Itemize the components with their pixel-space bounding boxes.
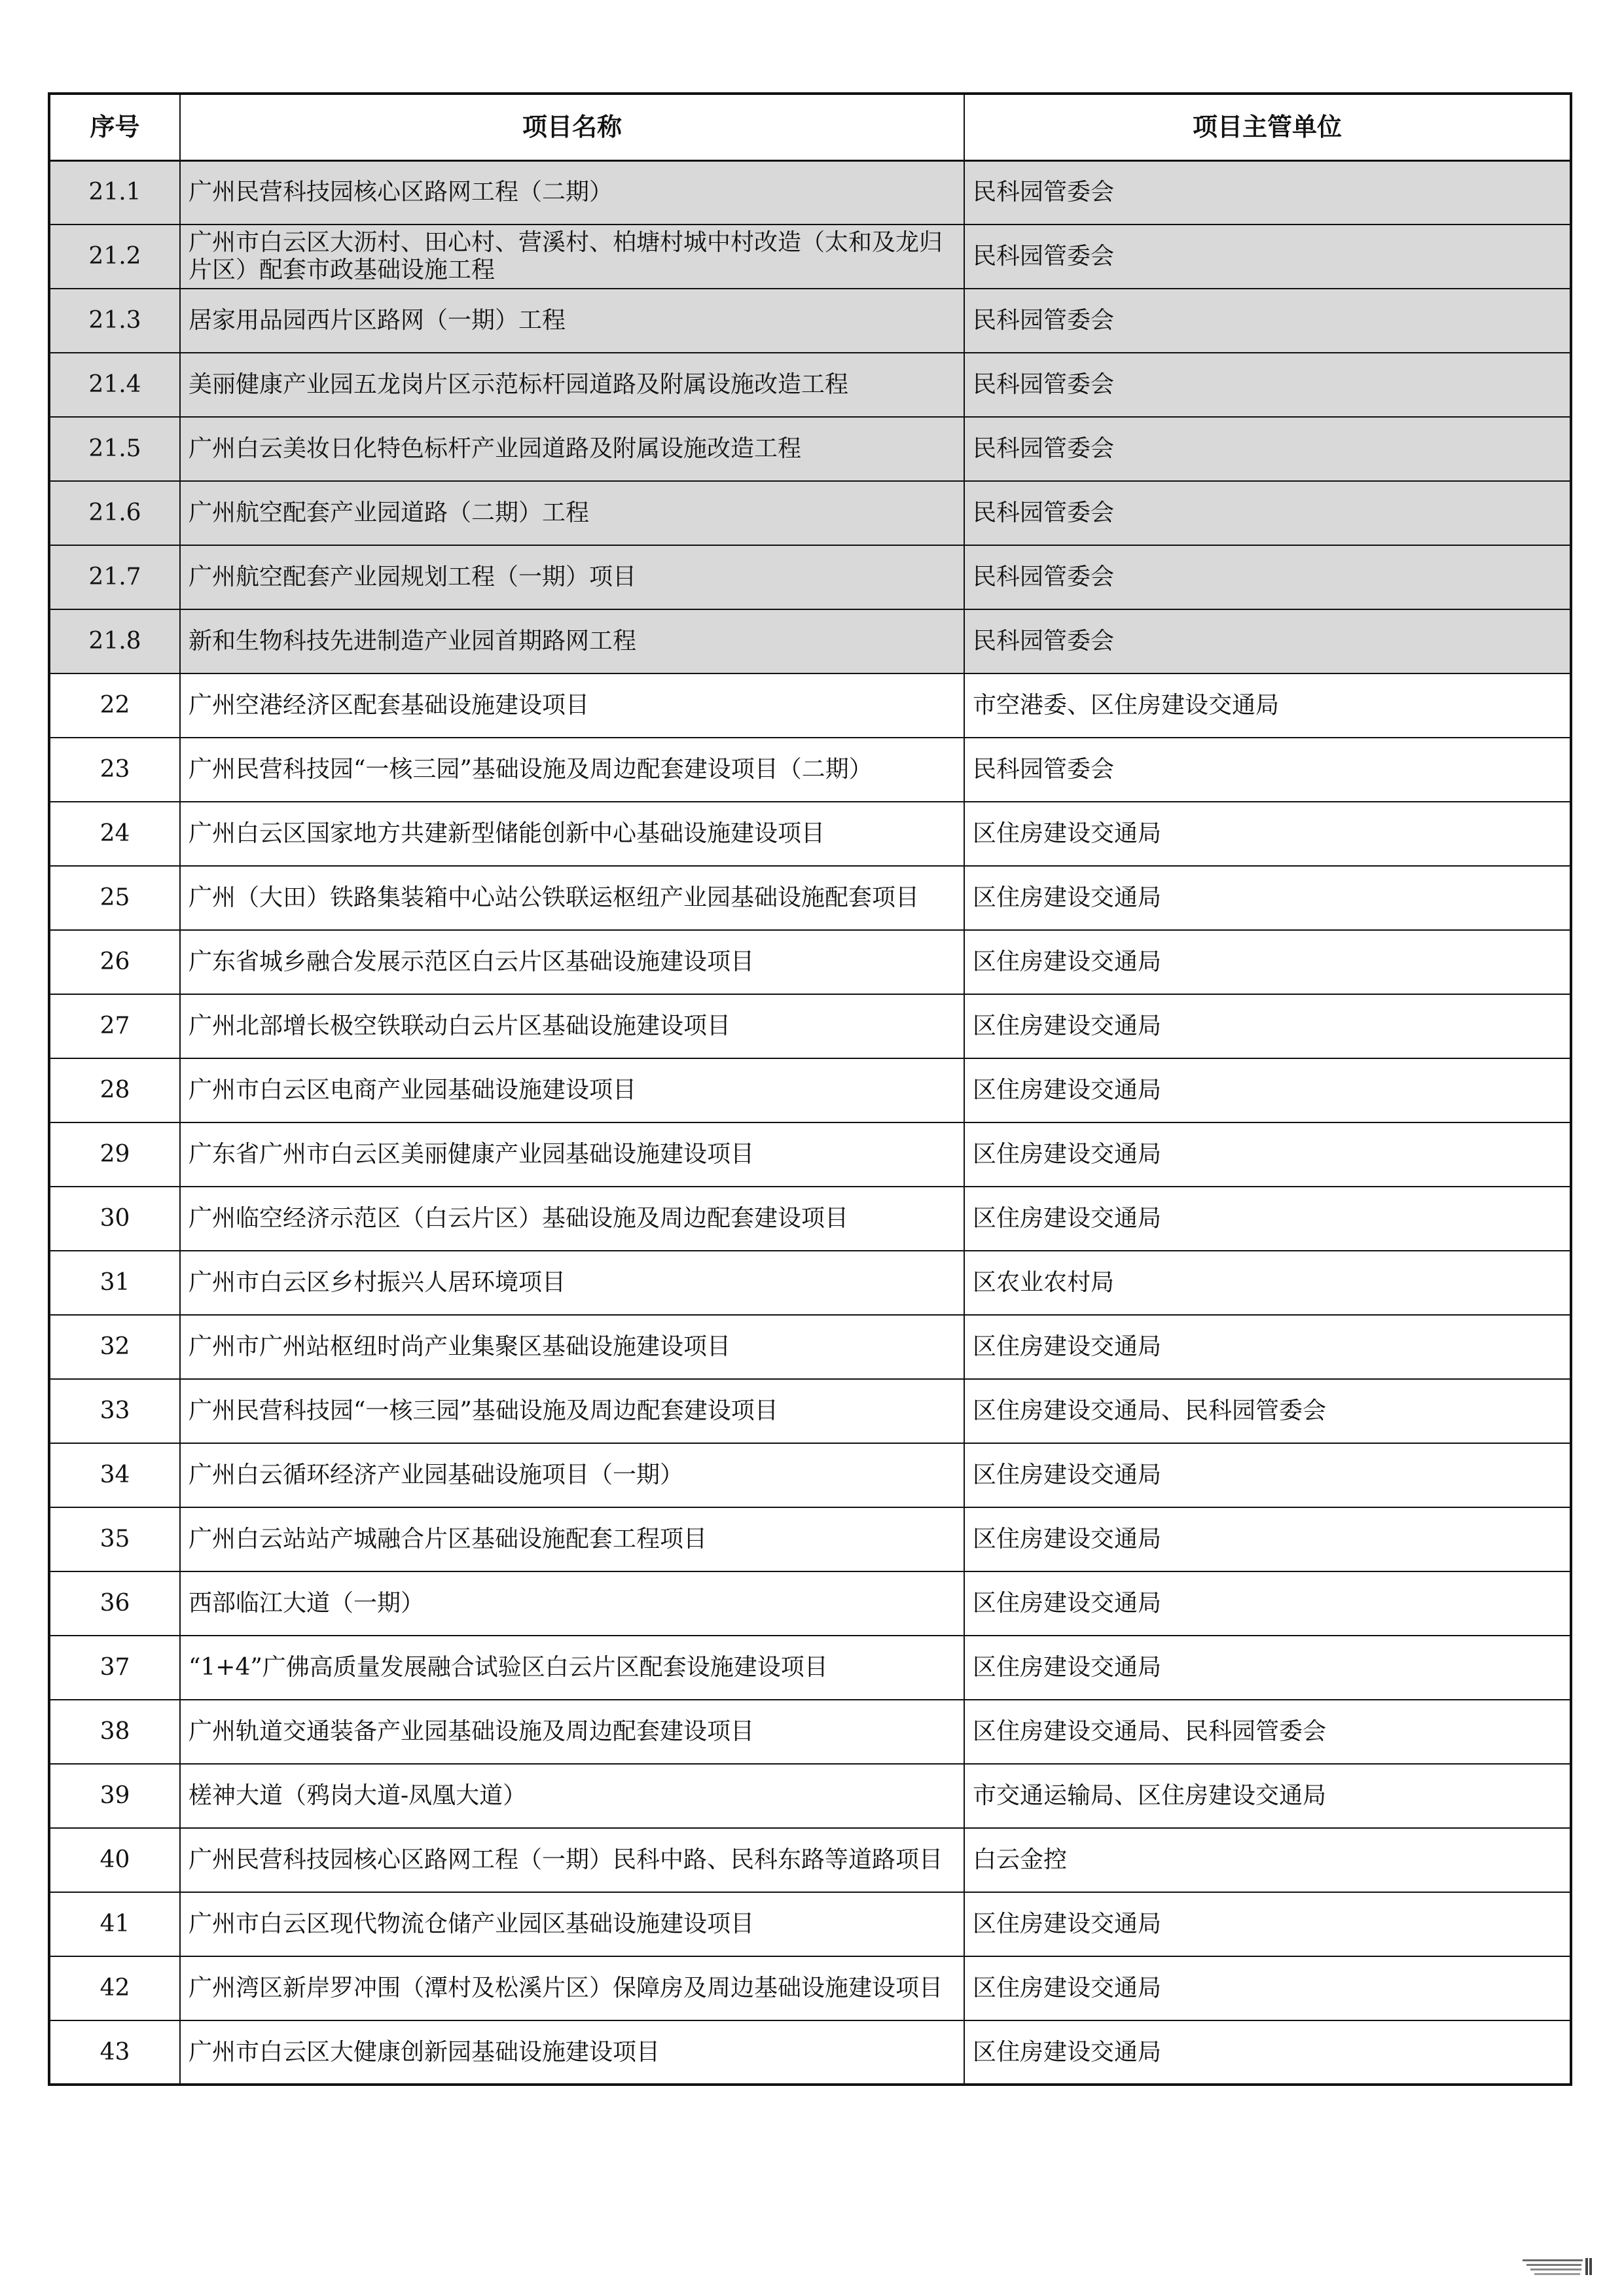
cell-project-name: 广州航空配套产业园规划工程（一期）项目 [180,545,964,609]
cell-serial-number: 26 [49,930,180,994]
cell-serial-number: 21.2 [49,224,180,289]
cell-serial-number: 24 [49,802,180,866]
cell-project-name: 广州市广州站枢纽时尚产业集聚区基础设施建设项目 [180,1315,964,1379]
cell-serial-number: 37 [49,1636,180,1700]
table-row [49,224,1571,289]
cell-responsible-unit: 区住房建设交通局 [964,802,1571,866]
cell-responsible-unit: 区住房建设交通局、民科园管委会 [964,1700,1571,1764]
cell-responsible-unit: 区住房建设交通局 [964,1122,1571,1187]
table-body [49,160,1571,2085]
cell-serial-number: 21.6 [49,481,180,545]
cell-responsible-unit: 民科园管委会 [964,160,1571,224]
table-row [49,1828,1571,1892]
cell-project-name: 广东省城乡融合发展示范区白云片区基础设施建设项目 [180,930,964,994]
table-row [49,353,1571,417]
cell-project-name: 广东省广州市白云区美丽健康产业园基础设施建设项目 [180,1122,964,1187]
cell-serial-number: 29 [49,1122,180,1187]
table-row [49,1379,1571,1443]
cell-responsible-unit: 区住房建设交通局 [964,1315,1571,1379]
cell-serial-number: 21.3 [49,289,180,353]
table-row [49,1187,1571,1251]
cell-serial-number: 23 [49,738,180,802]
table-row [49,738,1571,802]
cell-serial-number: 21.1 [49,160,180,224]
cell-serial-number: 28 [49,1058,180,1122]
cell-serial-number: 38 [49,1700,180,1764]
cell-project-name: 广州轨道交通装备产业园基础设施及周边配套建设项目 [180,1700,964,1764]
cell-responsible-unit: 区住房建设交通局 [964,1507,1571,1571]
cell-serial-number: 31 [49,1251,180,1315]
cell-project-name: 新和生物科技先进制造产业园首期路网工程 [180,609,964,673]
cell-project-name: 居家用品园西片区路网（一期）工程 [180,289,964,353]
cell-project-name: 广州民营科技园“一核三园”基础设施及周边配套建设项目 [180,1379,964,1443]
cell-serial-number: 35 [49,1507,180,1571]
cell-project-name: 广州白云站站产城融合片区基础设施配套工程项目 [180,1507,964,1571]
header-responsible-unit: 项目主管单位 [964,94,1571,160]
cell-project-name: 广州白云美妆日化特色标杆产业园道路及附属设施改造工程 [180,417,964,481]
cell-responsible-unit: 民科园管委会 [964,224,1571,289]
cell-project-name: 广州市白云区乡村振兴人居环境项目 [180,1251,964,1315]
cell-serial-number: 33 [49,1379,180,1443]
table-row [49,1122,1571,1187]
table-row [49,1315,1571,1379]
cell-responsible-unit: 区住房建设交通局 [964,1956,1571,2020]
cell-project-name: 西部临江大道（一期） [180,1571,964,1636]
cell-responsible-unit: 民科园管委会 [964,481,1571,545]
header-project-name: 项目名称 [180,94,964,160]
cell-responsible-unit: 区农业农村局 [964,1251,1571,1315]
cell-serial-number: 21.8 [49,609,180,673]
cell-project-name: 广州（大田）铁路集装箱中心站公铁联运枢纽产业园基础设施配套项目 [180,866,964,930]
table-row [49,1571,1571,1636]
table-row [49,609,1571,673]
table-row [49,1956,1571,2020]
cell-responsible-unit: 区住房建设交通局 [964,2020,1571,2085]
cell-serial-number: 42 [49,1956,180,2020]
table-row [49,1636,1571,1700]
cell-responsible-unit: 民科园管委会 [964,609,1571,673]
cell-serial-number: 30 [49,1187,180,1251]
cell-project-name: 广州湾区新岸罗冲围（潭村及松溪片区）保障房及周边基础设施建设项目 [180,1956,964,2020]
table-row [49,1058,1571,1122]
table-row [49,1764,1571,1828]
table-row [49,673,1571,738]
cell-project-name: 广州民营科技园核心区路网工程（一期）民科中路、民科东路等道路项目 [180,1828,964,1892]
cell-responsible-unit: 民科园管委会 [964,545,1571,609]
cell-responsible-unit: 民科园管委会 [964,738,1571,802]
cell-project-name: 广州市白云区大沥村、田心村、营溪村、柏塘村城中村改造（太和及龙归片区）配套市政基础设施工程 [180,224,964,289]
cell-responsible-unit: 民科园管委会 [964,417,1571,481]
cell-project-name: 广州临空经济示范区（白云片区）基础设施及周边配套建设项目 [180,1187,964,1251]
cell-responsible-unit: 区住房建设交通局 [964,1636,1571,1700]
table-row [49,802,1571,866]
cell-project-name: 广州民营科技园核心区路网工程（二期） [180,160,964,224]
cell-project-name: “1+4”广佛高质量发展融合试验区白云片区配套设施建设项目 [180,1636,964,1700]
header-row [49,94,1571,160]
cell-project-name: 广州市白云区大健康创新园基础设施建设项目 [180,2020,964,2085]
cell-serial-number: 21.4 [49,353,180,417]
cell-responsible-unit: 区住房建设交通局 [964,1058,1571,1122]
cell-serial-number: 41 [49,1892,180,1956]
cell-responsible-unit: 民科园管委会 [964,289,1571,353]
cell-project-name: 广州空港经济区配套基础设施建设项目 [180,673,964,738]
cell-project-name: 美丽健康产业园五龙岗片区示范标杆园道路及附属设施改造工程 [180,353,964,417]
cell-responsible-unit: 区住房建设交通局 [964,866,1571,930]
cell-project-name: 槎神大道（鸦岗大道-凤凰大道） [180,1764,964,1828]
cell-project-name: 广州白云循环经济产业园基础设施项目（一期） [180,1443,964,1507]
cell-serial-number: 22 [49,673,180,738]
cell-serial-number: 40 [49,1828,180,1892]
table-row [49,1892,1571,1956]
cell-serial-number: 39 [49,1764,180,1828]
table-row [49,1251,1571,1315]
table-row [49,866,1571,930]
cell-serial-number: 25 [49,866,180,930]
cell-project-name: 广州市白云区现代物流仓储产业园区基础设施建设项目 [180,1892,964,1956]
cell-project-name: 广州白云区国家地方共建新型储能创新中心基础设施建设项目 [180,802,964,866]
table-row [49,1700,1571,1764]
project-table [48,92,1572,2086]
table-row [49,1507,1571,1571]
cell-responsible-unit: 区住房建设交通局 [964,1571,1571,1636]
cell-project-name: 广州民营科技园“一核三园”基础设施及周边配套建设项目（二期） [180,738,964,802]
cell-responsible-unit: 市交通运输局、区住房建设交通局 [964,1764,1571,1828]
cell-responsible-unit: 市空港委、区住房建设交通局 [964,673,1571,738]
cell-serial-number: 27 [49,994,180,1058]
scan-corner-mark-icon [1523,2257,1593,2276]
table-row [49,1443,1571,1507]
cell-project-name: 广州市白云区电商产业园基础设施建设项目 [180,1058,964,1122]
cell-responsible-unit: 白云金控 [964,1828,1571,1892]
cell-serial-number: 43 [49,2020,180,2085]
cell-responsible-unit: 区住房建设交通局 [964,994,1571,1058]
cell-project-name: 广州北部增长极空铁联动白云片区基础设施建设项目 [180,994,964,1058]
table-row [49,994,1571,1058]
cell-serial-number: 36 [49,1571,180,1636]
header-serial-number: 序号 [49,94,180,160]
table-header [49,94,1571,160]
cell-responsible-unit: 民科园管委会 [964,353,1571,417]
cell-serial-number: 21.7 [49,545,180,609]
cell-responsible-unit: 区住房建设交通局 [964,1892,1571,1956]
cell-responsible-unit: 区住房建设交通局 [964,1443,1571,1507]
table-row [49,2020,1571,2085]
cell-responsible-unit: 区住房建设交通局 [964,1187,1571,1251]
table-row [49,289,1571,353]
cell-responsible-unit: 区住房建设交通局 [964,930,1571,994]
table-row [49,417,1571,481]
cell-serial-number: 32 [49,1315,180,1379]
cell-serial-number: 21.5 [49,417,180,481]
table-row [49,930,1571,994]
cell-responsible-unit: 区住房建设交通局、民科园管委会 [964,1379,1571,1443]
table-row [49,545,1571,609]
table-row [49,481,1571,545]
cell-serial-number: 34 [49,1443,180,1507]
cell-project-name: 广州航空配套产业园道路（二期）工程 [180,481,964,545]
table-row [49,160,1571,224]
